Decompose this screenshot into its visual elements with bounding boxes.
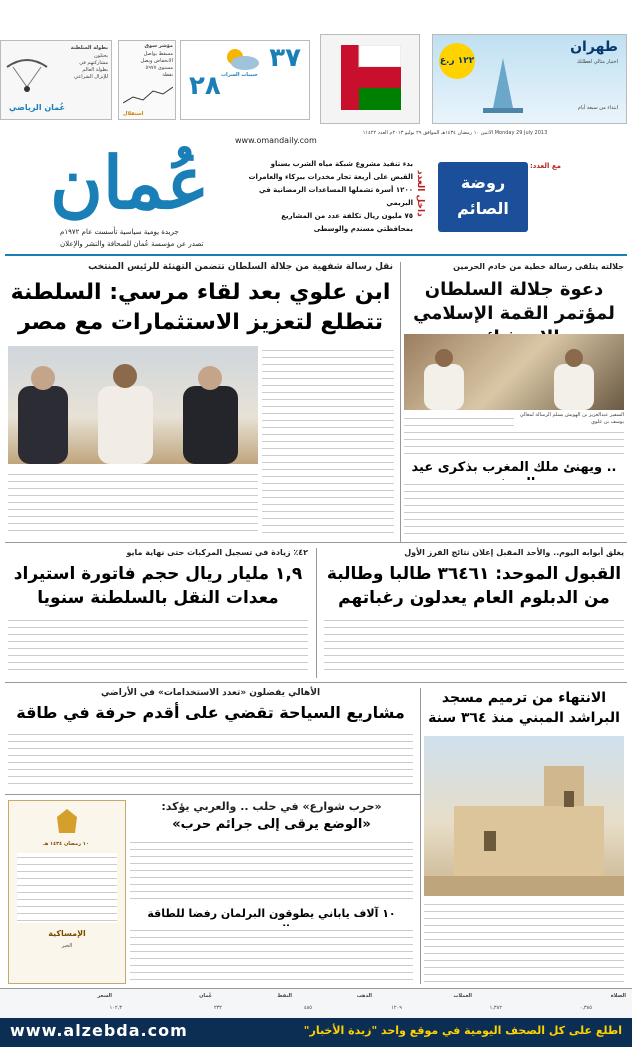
column-divider bbox=[400, 262, 401, 542]
footer-text: اطلع على كل الصحف اليومية في موقع واحد "زبدة الأخبار" bbox=[303, 1024, 622, 1037]
story8-headline[interactable]: ١٠ آلاف ياباني يطوقون البرلمان رفضا للطاقة bbox=[147, 907, 396, 920]
market-line3: مستوى ٥٩٧٧ bbox=[145, 65, 173, 71]
section-divider bbox=[5, 542, 627, 543]
logo-tagline: جريدة يومية سياسية تأسست عام ١٩٧٢م bbox=[60, 228, 179, 236]
market-line2: الانخفاض ويصل bbox=[140, 58, 173, 64]
supplement-title: روضة الصائم bbox=[457, 173, 509, 218]
ticker-value: ٤٨٥ bbox=[303, 1005, 312, 1011]
temp-high: ٣٧ bbox=[269, 43, 301, 73]
story3-body bbox=[324, 616, 624, 676]
ramadan-date: ١٠ رمضان ١٤٣٤ هـ bbox=[43, 841, 89, 847]
sport-box bbox=[0, 40, 112, 120]
story6-body bbox=[8, 730, 413, 790]
weather-label: حبيبات السراب bbox=[221, 72, 258, 78]
teaser-item[interactable]: القبض على أربعة تجار مخدرات ببركاء والعامرات bbox=[248, 173, 413, 181]
weather-box bbox=[180, 40, 310, 120]
cloud-sun-icon bbox=[221, 45, 261, 71]
market-box bbox=[118, 40, 176, 120]
ramadan-label: الخير bbox=[61, 943, 73, 949]
story1-sub-body bbox=[404, 480, 624, 536]
issue-date: الاثنين ١٠ رمضان ١٤٣٤هـ الموافق ٢٩ يوليو ٢٠١٣م العدد ١١٤٢٢ Monday 29 July 2013 bbox=[362, 130, 548, 136]
inside-teasers bbox=[245, 158, 413, 236]
story1-subheadline[interactable]: .. ويهنئ ملك المغرب بذكرى عيد bbox=[411, 460, 617, 475]
ticker-value: ١٠٢,٣ bbox=[109, 1005, 122, 1011]
story1-headline[interactable]: دعوة جلالة السلطان لمؤتمر القمة الإسلامي bbox=[413, 279, 615, 324]
market-line1: مسقط يواصل bbox=[143, 51, 173, 57]
sport-line4: للإنزال الشراعي bbox=[74, 74, 108, 80]
story4-body bbox=[8, 616, 308, 676]
oil-label: النفط bbox=[277, 993, 292, 999]
ticker-value: ١,٣٨٢ bbox=[489, 1005, 502, 1011]
tehran-subtitle: اختيار مثالي لعطلتك bbox=[576, 59, 618, 65]
paraglider-icon bbox=[5, 53, 49, 93]
supplement-box[interactable] bbox=[438, 162, 528, 232]
story1-caption: السفير عبدالعزيز بن الهويش يسلم الرسالة لمعالي يوسف بن علوي bbox=[514, 412, 624, 426]
ramadan-title: الإمساكية bbox=[48, 929, 86, 938]
tehran-note: ابتداء من سبعة أيام bbox=[577, 105, 618, 111]
top-ad-strip bbox=[0, 0, 632, 135]
story6-headline[interactable]: مشاريع السياحة تقضي على أقدم حرفة في طاقة bbox=[16, 703, 405, 722]
oman-label: عُمان bbox=[199, 993, 212, 999]
gold-label: الذهب bbox=[356, 993, 372, 999]
sport-line1: يحتلون bbox=[93, 53, 108, 59]
story7-headline[interactable]: «الوضع يرقى إلى جرائم حرب» bbox=[172, 817, 371, 832]
masthead bbox=[0, 130, 632, 255]
site-url[interactable]: www.omandaily.com bbox=[235, 136, 317, 145]
temp-low: ٢٨ bbox=[189, 71, 221, 101]
section-divider bbox=[5, 794, 420, 795]
teaser-item[interactable]: ٧٥ مليون ريال تكلفة عدد من المشاريع بمحافظتي مسندم والوسطى bbox=[281, 212, 413, 233]
price-label: السعر bbox=[97, 993, 112, 999]
story5-body bbox=[424, 900, 624, 984]
oman-flag-icon bbox=[341, 45, 401, 110]
supplement-with-label: مع العدد: bbox=[530, 162, 561, 170]
story1-photo bbox=[404, 334, 624, 410]
footer-banner[interactable] bbox=[0, 1018, 632, 1047]
tehran-title: طهران bbox=[570, 39, 618, 55]
market-title: مؤشر سوق bbox=[144, 43, 173, 49]
story8-body bbox=[130, 926, 413, 984]
market-chart-icon bbox=[123, 83, 173, 109]
tehran-travel-ad[interactable] bbox=[432, 34, 627, 124]
story6-kicker: الأهالي يفضلون «تعدد الاستخدامات» في الأراضي bbox=[100, 688, 321, 698]
teaser-item[interactable]: بدء تنفيذ مشروع شبكة مياه الشرب بسناو bbox=[270, 160, 413, 168]
footer-site-url[interactable]: www.alzebda.com bbox=[10, 1021, 188, 1040]
section-divider bbox=[5, 682, 627, 683]
national-emblem-ad bbox=[320, 34, 420, 124]
masthead-rule bbox=[5, 254, 627, 256]
story2-body-b bbox=[8, 470, 258, 536]
story5-photo bbox=[424, 736, 624, 896]
sport-line2: مشاركتهم في bbox=[79, 60, 108, 66]
market-line4: نقطة bbox=[162, 72, 173, 78]
ramadan-box[interactable] bbox=[8, 800, 126, 984]
sport-line3: بطولة العالم bbox=[82, 67, 108, 73]
mosque-photo-icon bbox=[424, 736, 624, 896]
newspaper-logo[interactable]: عُمان bbox=[50, 140, 210, 225]
story4-headline[interactable]: ١,٩ مليار ريال حجم فاتورة استيراد معدات النقل بالسلطنة سنويا bbox=[13, 564, 303, 608]
sport-title: بطولة السلطنة bbox=[70, 45, 108, 51]
story7-body bbox=[130, 838, 413, 900]
market-label: استقلال bbox=[123, 111, 144, 117]
currency-label: العملات bbox=[453, 993, 472, 999]
ticker-value: ٠,٣٨٥ bbox=[579, 1005, 592, 1011]
story1-kicker: جلالته يتلقى رسالة خطية من خادم الحرمين bbox=[453, 262, 624, 271]
story3-headline[interactable]: القبول الموحد: ٣٦٤٦١ طالبا وطالبة من الدبلوم العام يعدلون رغباتهم bbox=[326, 564, 622, 608]
story3-kicker: يغلق أبوابه اليوم.. والأحد المقبل إعلان نتائج الفرز الأول bbox=[404, 548, 624, 557]
ticker-value: ١٢٠٩ bbox=[391, 1005, 402, 1011]
story2-kicker: نقل رسالة شفهية من جلالة السلطان تتضمن التهنئة للرئيس المنتخب bbox=[88, 262, 393, 272]
story2-headline[interactable]: ابن علوي بعد لقاء مرسي: السلطنة تتطلع لتعزيز الاستثمارات مع مصر bbox=[10, 280, 391, 335]
column-divider bbox=[420, 688, 421, 984]
teaser-item[interactable]: ١٢٠٠ أسرة تشملها المساعدات الرمضانية في البريمي bbox=[259, 186, 413, 207]
story7-kicker: «حرب شوارع» في حلب .. والعربي يؤكد: bbox=[161, 800, 382, 813]
lantern-icon bbox=[49, 807, 85, 837]
sport-section: عُمان الرياضي bbox=[9, 103, 65, 112]
story2-photo bbox=[8, 346, 258, 464]
story2-body-a bbox=[262, 346, 394, 536]
publisher-line: تصدر عن مؤسسة عُمان للصحافة والنشر والإعلان bbox=[60, 240, 204, 248]
market-ticker-bar bbox=[0, 988, 632, 1018]
prayer-times-table bbox=[17, 853, 117, 923]
story5-headline[interactable]: الانتهاء من ترميم مسجد البراشد المبني منذ ٣٦٤ سنة bbox=[428, 690, 620, 726]
meeting-photo-icon bbox=[404, 334, 624, 410]
ticker-value: ٢٣٢ bbox=[213, 1005, 222, 1011]
inside-label: داخل العدد bbox=[415, 170, 425, 217]
prayer-label: الصلاة bbox=[610, 993, 626, 999]
story4-kicker: ٤٢٪ زيادة في تسجيل المركبات حتى نهاية مايو bbox=[126, 548, 308, 557]
column-divider bbox=[316, 548, 317, 678]
handshake-photo-icon bbox=[8, 346, 258, 464]
price-badge: ١٢٢ ر.ع bbox=[439, 43, 475, 79]
